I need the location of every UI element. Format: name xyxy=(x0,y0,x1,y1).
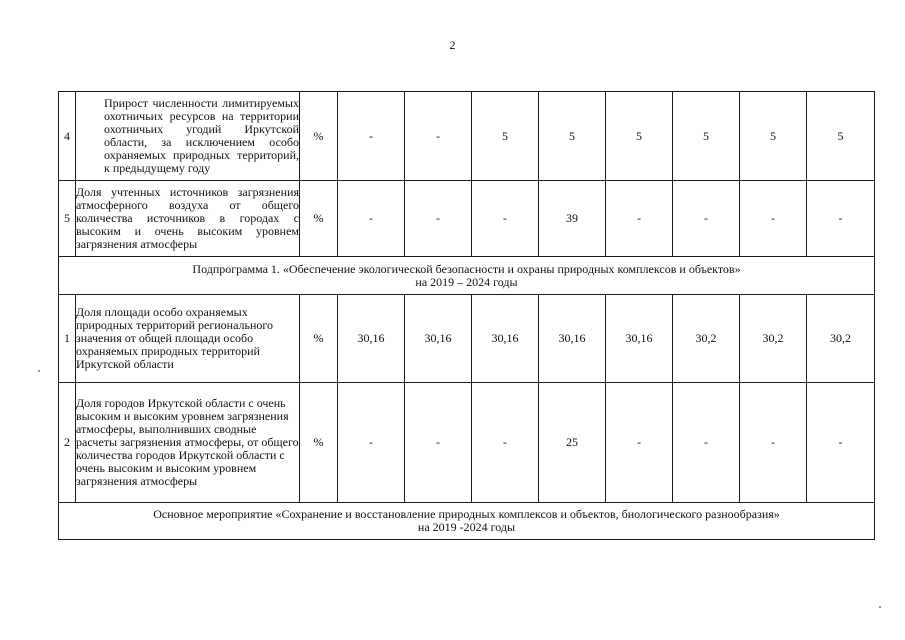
indicators-table xyxy=(58,91,875,540)
value-cell: - xyxy=(338,92,405,181)
main-activity-period: на 2019 -2024 годы xyxy=(417,520,516,534)
value-cell: 5 xyxy=(606,92,673,181)
indicator-description: Прирост численности лимитируемых охотничьих ресурсов на территории охотничьих угодий Иркутской области, за исключением особо охраняемых природных территорий, к предыдущему году xyxy=(76,92,300,181)
value-cell: 30,16 xyxy=(338,295,405,383)
value-cell: 5 xyxy=(673,92,740,181)
section-row xyxy=(59,257,875,295)
indicator-description: Доля городов Иркутской области с очень высоким и высоким уровнем загрязнения атмосферы, выполнивших сводные расчеты загрязнения атмосферы, от общего количества городов Иркутской области с очень высоким и высоким уровнем загрязнения атмосферы xyxy=(76,383,300,503)
main-activity-heading xyxy=(59,503,875,540)
unit-cell: % xyxy=(300,383,338,503)
value-cell: 30,2 xyxy=(807,295,875,383)
table-row xyxy=(59,92,875,181)
value-cell: - xyxy=(405,383,472,503)
table-row xyxy=(59,295,875,383)
unit-cell: % xyxy=(300,181,338,257)
value-cell: 25 xyxy=(539,383,606,503)
value-cell: 39 xyxy=(539,181,606,257)
row-number: 1 xyxy=(59,295,76,383)
subprogram-heading xyxy=(59,257,875,295)
value-cell: 30,16 xyxy=(405,295,472,383)
value-cell: - xyxy=(405,92,472,181)
value-cell: - xyxy=(338,181,405,257)
value-cell: 30,2 xyxy=(673,295,740,383)
value-cell: 30,16 xyxy=(472,295,539,383)
value-cell: - xyxy=(338,383,405,503)
value-cell: - xyxy=(740,181,807,257)
row-number: 5 xyxy=(59,181,76,257)
value-cell: 5 xyxy=(539,92,606,181)
value-cell: - xyxy=(472,181,539,257)
row-number: 4 xyxy=(59,92,76,181)
indicator-description: Доля площади особо охраняемых природных территорий регионального значения от общей площади особо охраняемых природных территорий Иркутской области xyxy=(76,295,300,383)
value-cell: - xyxy=(606,181,673,257)
value-cell: 5 xyxy=(740,92,807,181)
value-cell: 5 xyxy=(807,92,875,181)
value-cell: - xyxy=(405,181,472,257)
unit-cell: % xyxy=(300,295,338,383)
value-cell: - xyxy=(807,383,875,503)
subprogram-period: на 2019 – 2024 годы xyxy=(415,274,518,289)
value-cell: - xyxy=(807,181,875,257)
value-cell: 30,16 xyxy=(606,295,673,383)
indicator-description: Доля учтенных источников загрязнения атмосферного воздуха от общего количества источников в городах с высоким и очень высоким уровнем загрязнения атмосферы xyxy=(76,181,300,257)
main-activity-title: Основное мероприятие «Сохранение и восстановление природных комплексов и объектов, биологического разнообразия» xyxy=(153,507,780,521)
value-cell: - xyxy=(606,383,673,503)
value-cell: 30,2 xyxy=(740,295,807,383)
page-number: 2 xyxy=(449,38,456,52)
section-row xyxy=(59,503,875,540)
subprogram-title: Подпрограмма 1. «Обеспечение экологической безопасности и охраны природных комплексов и объектов» xyxy=(192,261,741,276)
value-cell: - xyxy=(472,383,539,503)
scan-speck xyxy=(38,370,40,372)
unit-cell: % xyxy=(300,92,338,181)
value-cell: 30,16 xyxy=(539,295,606,383)
value-cell: 5 xyxy=(472,92,539,181)
value-cell: - xyxy=(673,181,740,257)
value-cell: - xyxy=(673,383,740,503)
row-number: 2 xyxy=(59,383,76,503)
table-row xyxy=(59,181,875,257)
table-row xyxy=(59,383,875,503)
scan-speck xyxy=(879,606,881,608)
value-cell: - xyxy=(740,383,807,503)
